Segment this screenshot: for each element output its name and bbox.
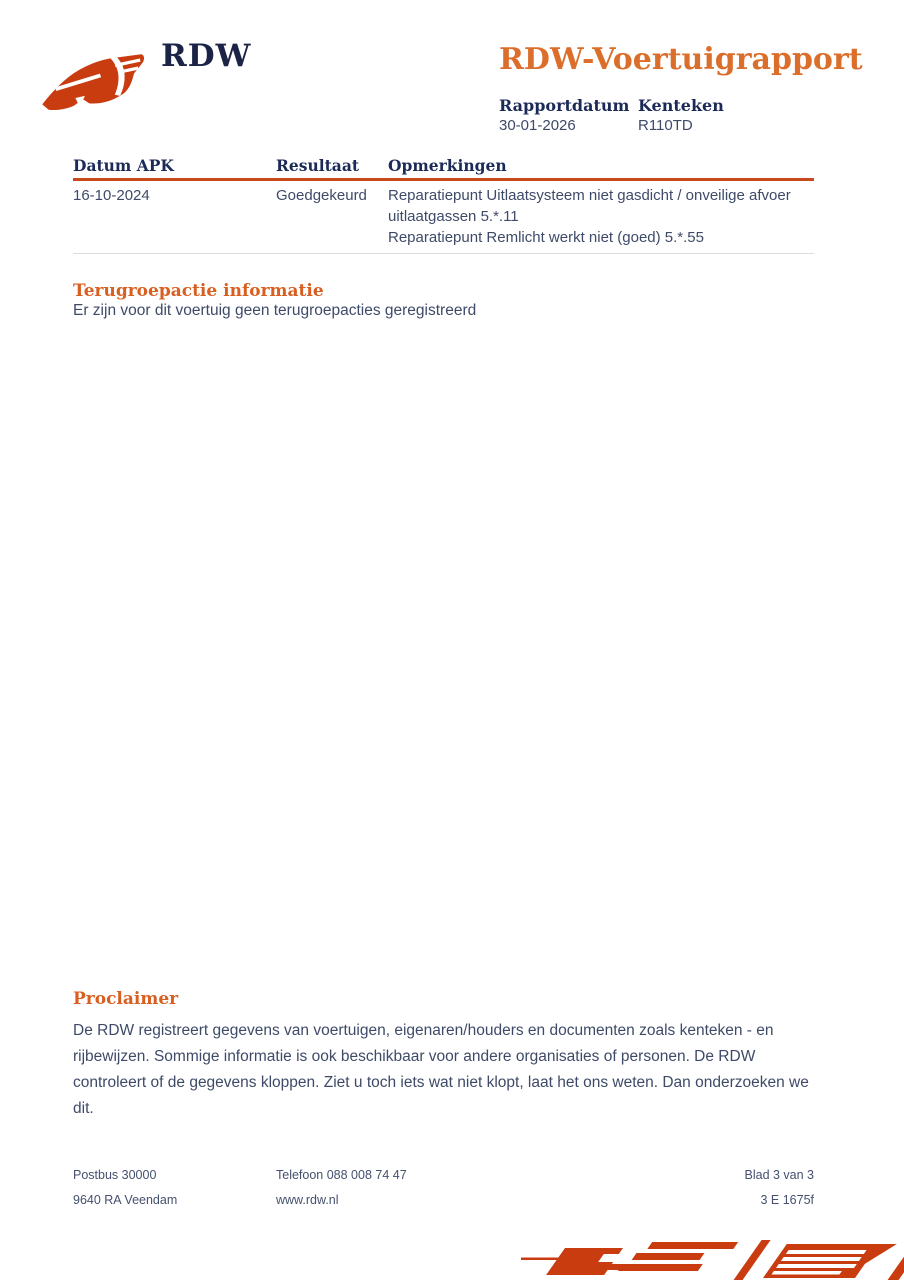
apk-table-header bbox=[73, 157, 814, 181]
column-header-datum-apk: Datum APK bbox=[73, 156, 174, 175]
cell-datum-apk: 16-10-2024 bbox=[73, 187, 150, 204]
report-date-label: Rapportdatum bbox=[499, 96, 630, 115]
footer-contact bbox=[276, 1169, 407, 1206]
footer-address-line1: Postbus 30000 bbox=[73, 1168, 157, 1182]
footer-page-info bbox=[745, 1169, 815, 1206]
rdw-feather-logo-icon bbox=[38, 50, 150, 114]
recall-section-heading: Terugroepactie informatie bbox=[73, 281, 324, 301]
footer-page-number: Blad 3 van 3 bbox=[744, 1168, 814, 1182]
apk-table bbox=[73, 157, 814, 254]
cell-resultaat: Goedgekeurd bbox=[276, 187, 367, 204]
proclaimer-body: De RDW registreert gegevens van voertuigen, eigenaren/houders en documenten zoals kenteken - en rijbewijzen. Sommige informatie is ook beschikbaar voor andere organisaties of personen. De RDW controleert of de gegevens kloppen. Ziet u toch iets wat niet klopt, laat het ons weten. Dan onderzoeken we dit. bbox=[73, 1022, 809, 1117]
page-title: RDW-Voertuigrapport bbox=[499, 42, 863, 77]
remark-line: Reparatiepunt Uitlaatsysteem niet gasdicht / onveilige afvoer uitlaatgassen 5.*.11 bbox=[388, 187, 791, 225]
footer-address-line2: 9640 RA Veendam bbox=[73, 1192, 178, 1207]
license-plate-label: Kenteken bbox=[638, 96, 724, 115]
license-plate-value: R110TD bbox=[638, 117, 693, 134]
brand-text: RDW bbox=[161, 38, 252, 74]
speed-lines-icon bbox=[518, 1238, 904, 1280]
recall-section-body: Er zijn voor dit voertuig geen terugroepacties geregistreerd bbox=[73, 302, 477, 319]
cell-opmerkingen bbox=[388, 185, 814, 248]
proclaimer-heading: Proclaimer bbox=[73, 989, 179, 1009]
footer-phone: Telefoon 088 008 74 47 bbox=[276, 1168, 407, 1182]
footer-address bbox=[73, 1169, 177, 1206]
footer-website: www.rdw.nl bbox=[276, 1192, 339, 1207]
table-row bbox=[73, 181, 814, 254]
remark-line: Reparatiepunt Remlicht werkt niet (goed) 5.*.55 bbox=[388, 229, 704, 246]
column-header-resultaat: Resultaat bbox=[276, 156, 360, 175]
footer-doc-code: 3 E 1675f bbox=[760, 1192, 814, 1207]
report-date-value: 30-01-2026 bbox=[499, 117, 576, 134]
column-header-opmerkingen: Opmerkingen bbox=[388, 156, 507, 175]
